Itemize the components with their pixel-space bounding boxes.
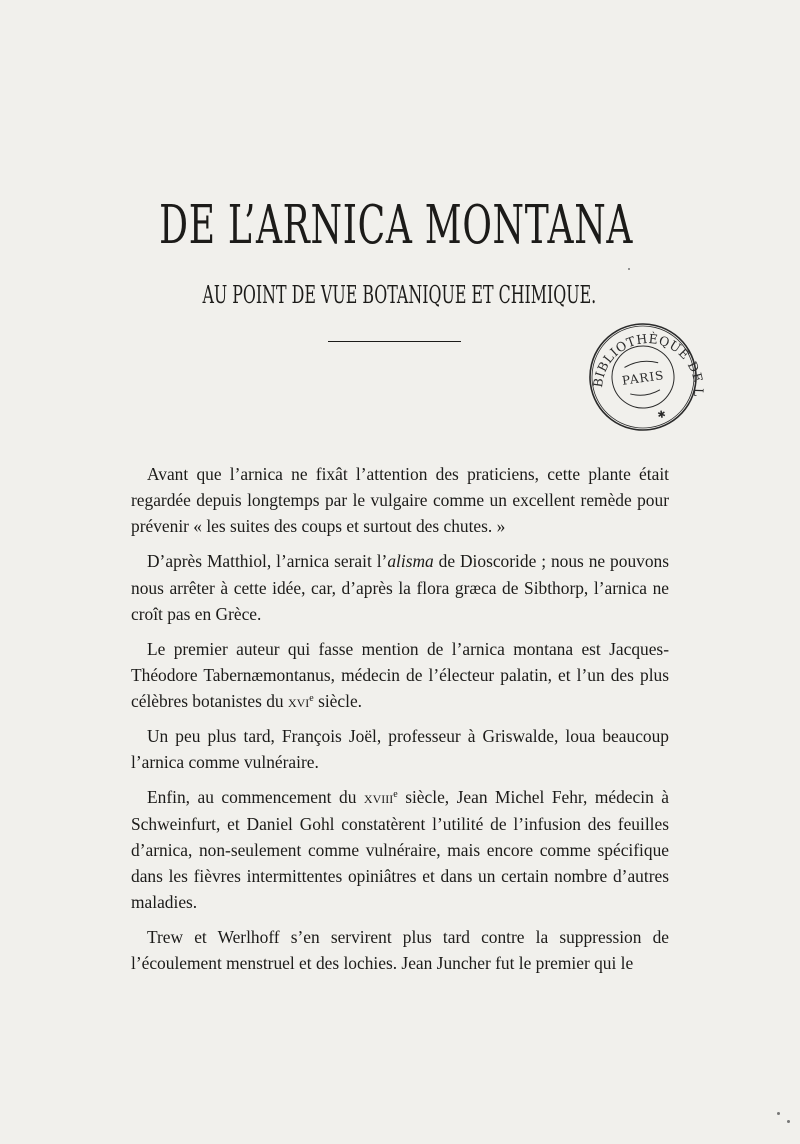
stamp-ring-text: BIBLIOTHÈQUE DE L’ÉCOLE <box>589 330 707 395</box>
paragraph-3: Le premier auteur qui fasse mention de l’arnica montana est Jacques-Théodore Tabernæmontanus, médecin de l’électeur palatin, et l’un des plus célèbres botanistes du xvi$^e$ siècle. <box>131 638 669 712</box>
page-title: DE L’ARNICA MONTANA <box>159 195 634 256</box>
paragraph-5: Enfin, au commencement du xviii$^e$ siècle, Jean Michel Fehr, médecin à Schweinfurt, et Daniel Gohl constatèrent l’utilité de l’infusion des feuilles d’arnica, non-seulement comme vulnéraire, mais encore comme spécifique dans les fièvres intermittentes opiniâtres et dans un certain nombre d’autres maladies. <box>131 787 669 913</box>
paper-speck <box>777 1112 780 1115</box>
paragraph-6: Trew et Werlhoff s’en servirent plus tard contre la suppression de l’écoulement menstruel et des lochies. Jean Juncher fut le premier qui le <box>131 927 669 974</box>
title-divider <box>328 341 461 342</box>
paragraph-1: Avant que l’arnica ne fixât l’attention des praticiens, cette plante était regardée depuis longtemps par le vulgaire comme un excellent remède pour prévenir « les suites des coups et surtout des chutes. » <box>131 464 669 537</box>
paper-speck <box>628 268 630 270</box>
stamp-center-text: PARIS <box>621 368 666 388</box>
stamp-ornament <box>624 359 658 367</box>
paragraph-4: Un peu plus tard, François Joël, professeur à Griswalde, loua beaucoup l’arnica comme vulnéraire. <box>131 726 669 773</box>
stamp-star-icon: ✱ <box>656 409 667 422</box>
paper-speck <box>787 1120 790 1123</box>
paragraph-2: D’après Matthiol, l’arnica serait l’alisma de Dioscoride ; nous ne pouvons nous arrêter à cette idée, car, d’après la flora græca de Sibthorp, l’arnica ne croît pas en Grèce. <box>131 551 669 624</box>
body-text <box>131 461 669 985</box>
library-stamp <box>578 320 708 435</box>
page-subtitle: AU POINT DE VUE BOTANIQUE ET CHIMIQUE. <box>202 281 597 309</box>
